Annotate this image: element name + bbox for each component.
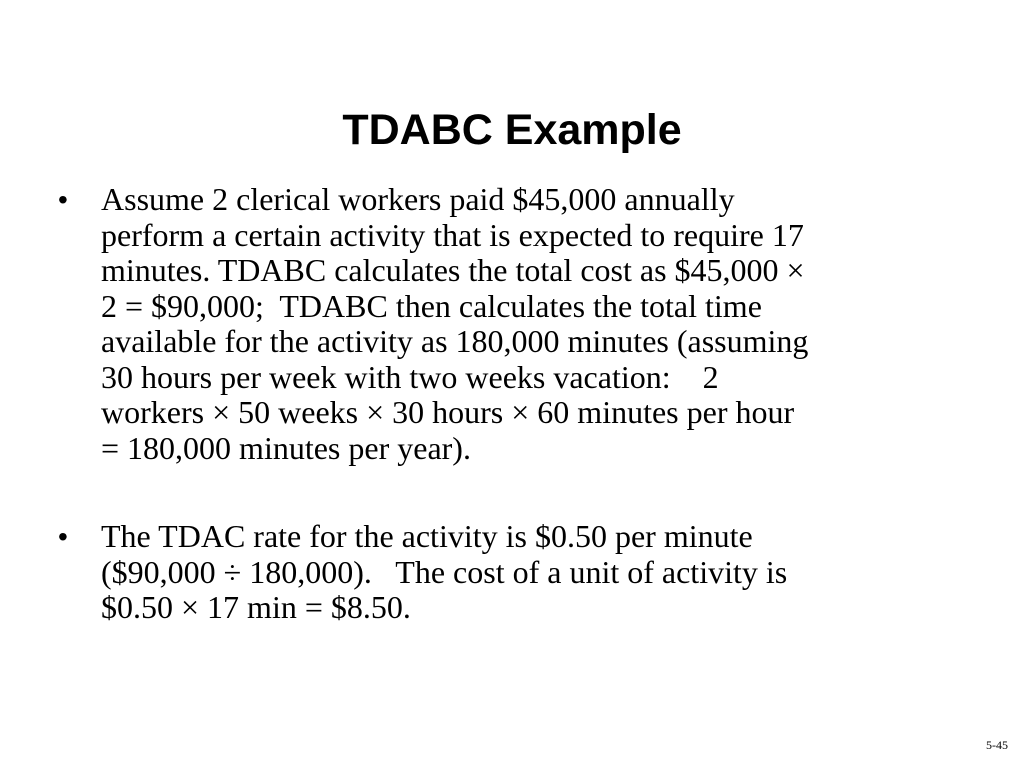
bullet-list xyxy=(56,182,976,626)
bullet-line: 30 hours per week with two weeks vacation: 2 xyxy=(101,358,719,395)
bullet-text xyxy=(101,182,976,466)
bullet-line: $0.50 × 17 min = $8.50. xyxy=(101,589,411,625)
bullet-text xyxy=(101,519,976,626)
bullet-line: = 180,000 minutes per year). xyxy=(101,429,471,466)
bullet-line: The TDAC rate for the activity is $0.50 per minute xyxy=(101,518,753,554)
bullet-line: Assume 2 clerical workers paid $45,000 annually xyxy=(101,181,735,217)
bullet-item-total-time xyxy=(56,182,976,466)
bullet-line: perform a certain activity that is expected to require 17 xyxy=(101,216,804,253)
bullet-line: minutes. TDABC calculates the total cost as $45,000 × xyxy=(101,252,805,288)
bullet-line: ($90,000 ÷ 180,000). The cost of a unit of activity is xyxy=(101,553,788,590)
bullet-line: available for the activity as 180,000 minutes (assuming xyxy=(101,323,809,359)
bullet-line: workers × 50 weeks × 30 hours × 60 minutes per hour xyxy=(101,394,795,430)
bullet-icon: • xyxy=(58,521,68,552)
bullet-item-rate xyxy=(56,519,976,626)
slide-title: TDABC Example xyxy=(342,106,682,154)
bullet-line: 2 = $90,000; TDABC then calculates the total time xyxy=(101,287,762,324)
page-number: 5-45 xyxy=(986,738,1008,752)
bullet-icon: • xyxy=(58,184,68,215)
